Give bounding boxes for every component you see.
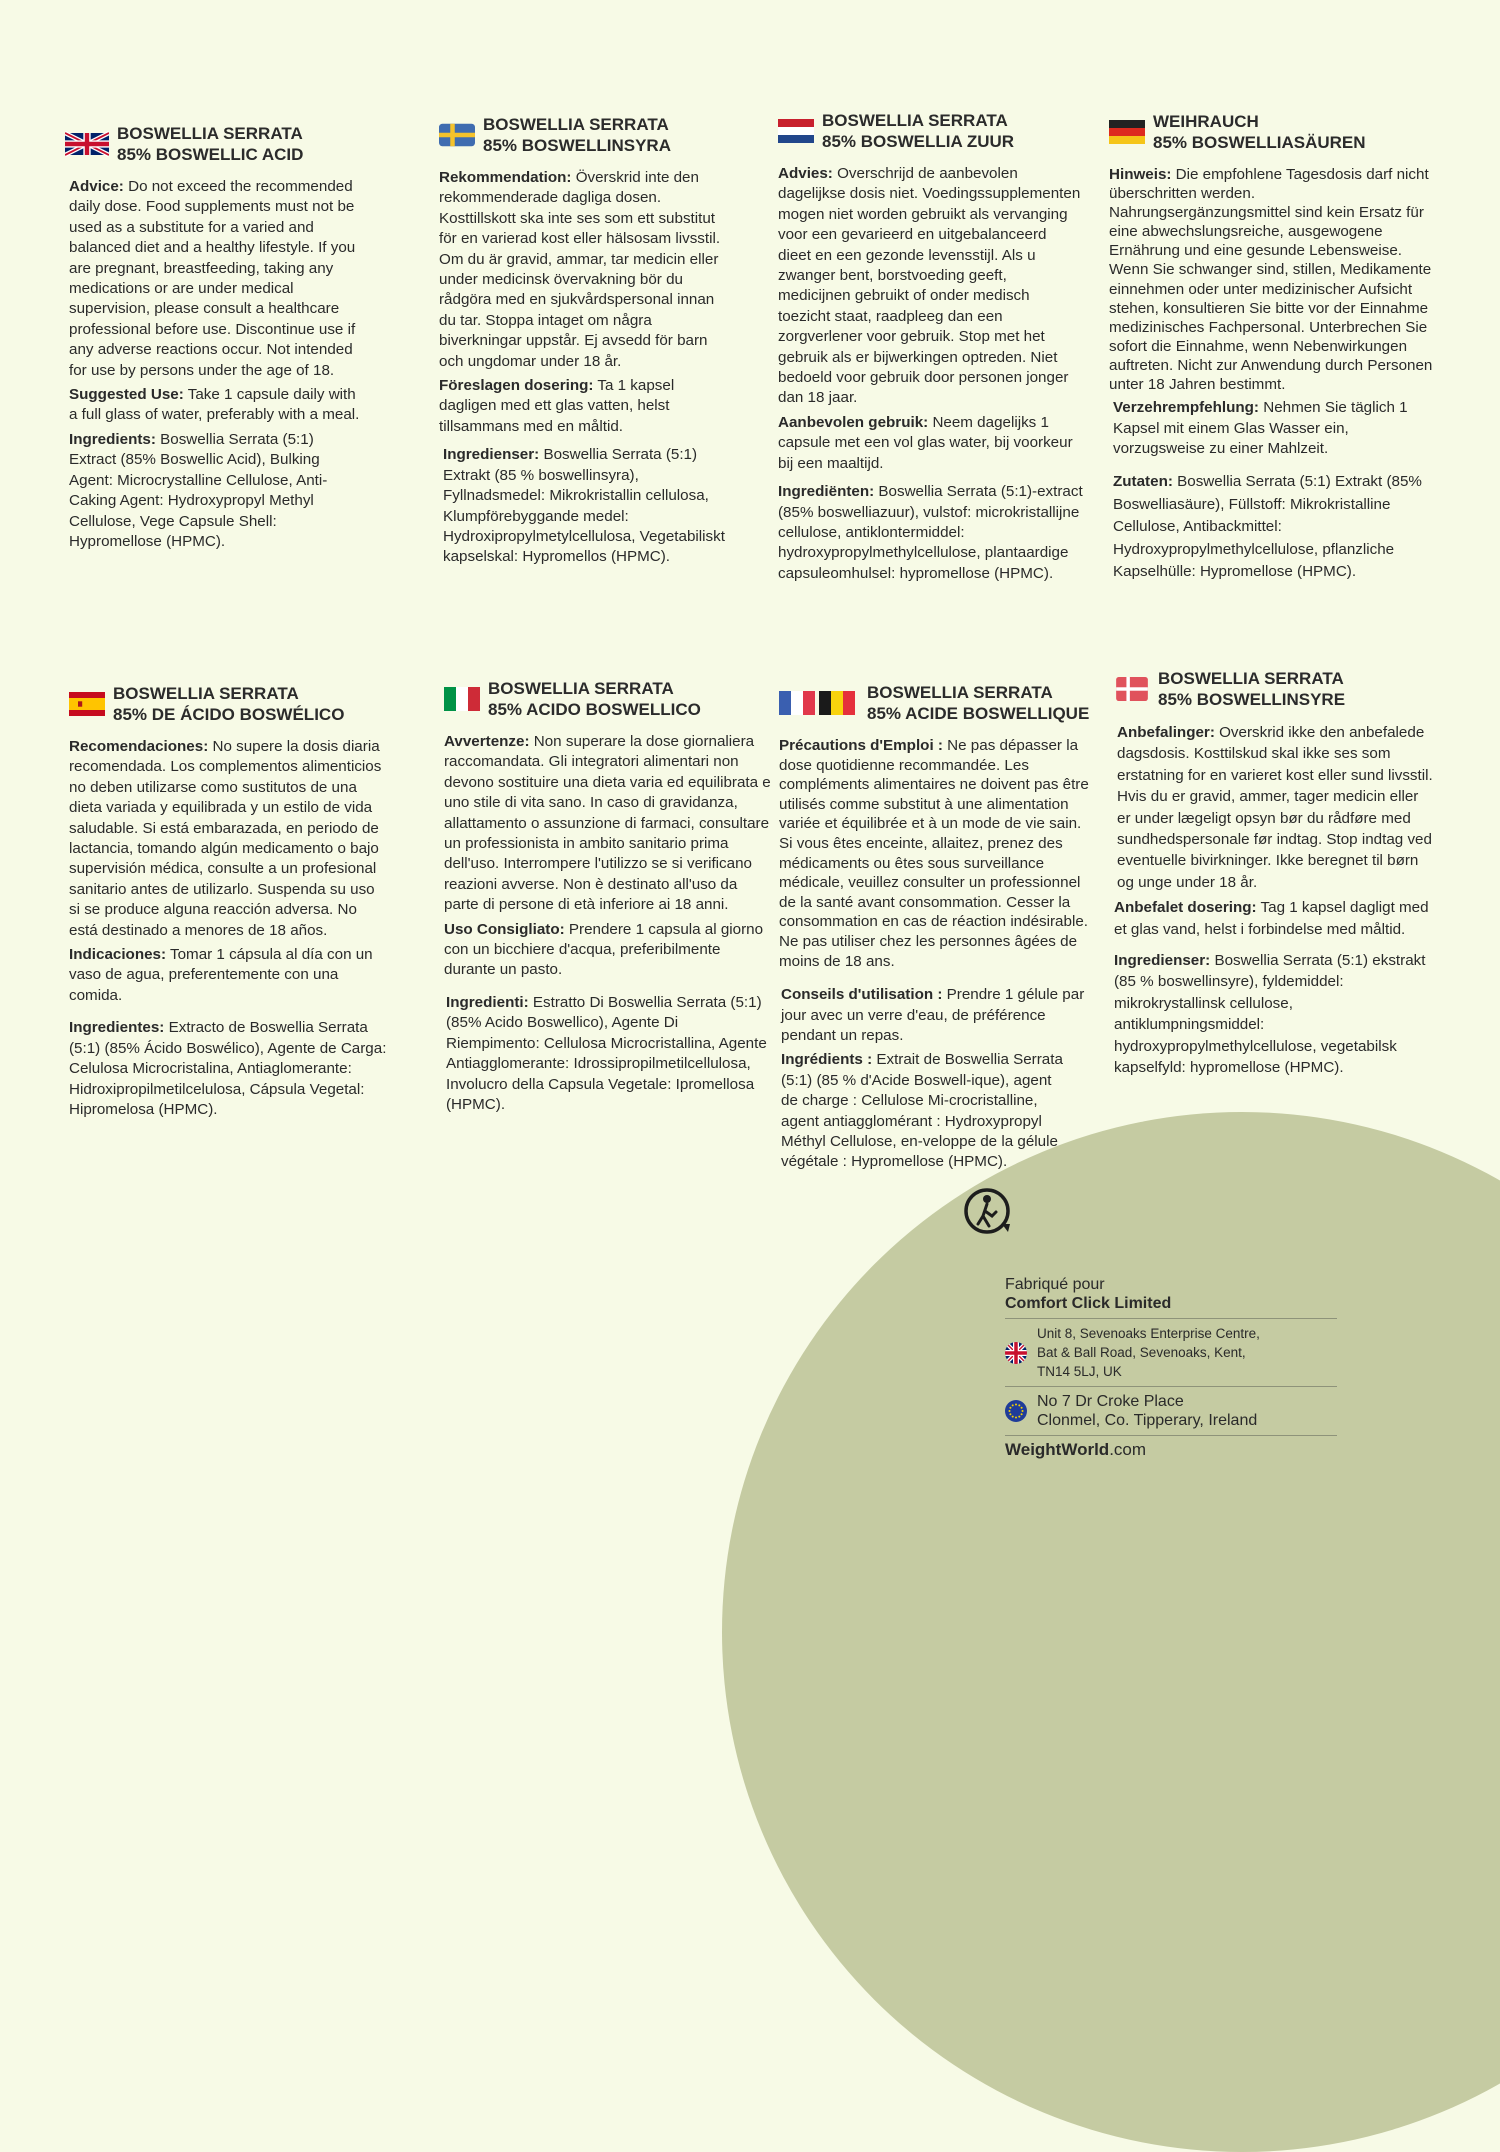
label-block-swedish	[439, 114, 729, 572]
made-for-label: Fabriqué pour	[1005, 1276, 1105, 1293]
ingredients-paragraph: Ingredienti: Estratto Di Boswellia Serrata (5:1) (85% Acido Boswellico), Agente Di Riempimento: Cellulosa Microcristallina, Agente Antiagglomerante: Idrossipropilmetilcellulosa, Involucro della Capsula Vegetale: Ipromellosa (HPMC).	[446, 993, 767, 1113]
eu-flag-icon	[1005, 1400, 1027, 1422]
ingredients-paragraph: Zutaten: Boswellia Serrata (5:1) Extrakt (85% Boswelliasäure), Füllstoff: Mikrokristalline Cellulose, Antibackmittel: Hydroxypropylmethylcellulose, pflanzliche Kapselhülle: Hypromellose (HPMC).	[1113, 473, 1422, 580]
suggested-use-paragraph: Suggested Use: Take 1 capsule daily with a full glass of water, preferably with a meal.	[69, 386, 360, 424]
french-flag-icon	[779, 691, 815, 715]
swedish-flag-icon	[439, 123, 475, 147]
spanish-flag-icon	[69, 692, 105, 716]
advice-paragraph: Avvertenze: Non superare la dose giornaliera raccomandata. Gli integratori alimentari non devono sostituire una dieta varia ed equilibrata e uno stile di vita sano. In caso di gravidanza, allattamento o assunzione di farmaci, consultare un professionista in ambito sanitario prima dell'uso. Interrompere l'utilizzo se si verificano reazioni avverse. Non è destinato all'uso da parte di persone di età inferiore ai 18 anni.	[444, 733, 771, 914]
product-subtitle: 85% DE ÁCIDO BOSWÉLICO	[113, 705, 345, 724]
product-title: BOSWELLIA SERRATA	[822, 111, 1008, 130]
product-title: BOSWELLIA SERRATA	[488, 679, 674, 698]
label-block-dutch	[778, 110, 1083, 588]
union-jack-flag-icon	[65, 130, 109, 158]
suggested-use-paragraph: Uso Consigliato: Prendere 1 capsula al giorno con un bicchiere d'acqua, preferibilmente durante un pasto.	[444, 920, 764, 979]
product-subtitle: 85% ACIDE BOSWELLIQUE	[867, 704, 1090, 723]
ingredients-paragraph: Ingredienser: Boswellia Serrata (5:1) ekstrakt (85 % boswellinsyre), fyldemiddel: mikrokrystallinsk cellulose, antiklumpningsmiddel: hydroxypropylmethylcellulose, vegetabilsk kapselfyld: hypromellose (HPMC).	[1114, 952, 1426, 1077]
ie-address-line1: No 7 Dr Croke Place	[1037, 1393, 1184, 1410]
uk-address-line1: Unit 8, Sevenoaks Enterprise Centre,	[1037, 1326, 1260, 1341]
suggested-use-paragraph: Conseils d'utilisation : Prendre 1 gélule par jour avec un verre d'eau, de préférence pendant un repas.	[781, 986, 1085, 1044]
ingredients-paragraph: Ingredienser: Boswellia Serrata (5:1) Extrakt (85 % boswellinsyra), Fyllnadsmedel: Mikrokristallin cellulosa, Klumpförebyggande medel: Hydroxipropylmetylcellulosa, Vegetabiliskt kapselskal: Hypromellos (HPMC).	[443, 446, 725, 566]
tidyman-recycle-icon	[962, 1186, 1016, 1240]
advice-paragraph: Recomendaciones: No supere la dosis diaria recomendada. Los complementos alimenticios no deben utilizarse como sustitutos de una dieta variada y equilibrada y un estilo de vida saludable. Si está embarazada, en periodo de lactancia, tomando algún medicamento o bajo supervisión médica, consulte a un profesional sanitario antes de utilizarlo. Suspenda su uso si se produce alguna reacción adversa. No está destinado a menores de 18 años.	[69, 738, 382, 939]
suggested-use-paragraph: Anbefalet dosering: Tag 1 kapsel dagligt med et glas vand, helst i forbindelse med måltid.	[1114, 899, 1429, 938]
product-title: WEIHRAUCH	[1153, 112, 1259, 131]
advice-paragraph: Rekommendation: Överskrid inte den rekommenderade dagliga dosen. Kosttillskott ska inte ses som ett substitut för en varierad kost eller hälsosam livsstil. Om du är gravid, ammar, tar medicin eller under medicinsk övervakning bör du rådgöra med en sjukvårdspersonal innan du tar. Stoppa intaget om några biverkningar uppstår. Ej avsedd för barn och ungdomar under 18 år.	[439, 169, 721, 370]
product-title: BOSWELLIA SERRATA	[483, 115, 669, 134]
product-title: BOSWELLIA SERRATA	[867, 683, 1053, 702]
uk-address-line2: Bat & Ball Road, Sevenoaks, Kent,	[1037, 1345, 1246, 1360]
suggested-use-paragraph: Verzehrempfehlung: Nehmen Sie täglich 1 Kapsel mit einem Glas Wasser ein, vorzugsweise zu einer Mahlzeit.	[1113, 399, 1408, 457]
advice-paragraph: Précautions d'Emploi : Ne pas dépasser la dose quotidienne recommandée. Les compléments alimentaires ne doivent pas être utilisés comme substitut à une alimentation variée et équilibrée et à un mode de vie sain. Si vous êtes enceinte, allaitez, prenez des médicaments ou êtes sous surveillance médicale, veuillez consulter un professionnel de la santé avant consommation. Cesser la consommation en cas de réaction indésirable. Ne pas utiliser chez les personnes âgées de moins de 18 ans.	[779, 737, 1089, 970]
ie-address-line2: Clonmel, Co. Tipperary, Ireland	[1037, 1412, 1258, 1429]
advice-paragraph: Anbefalinger: Overskrid ikke den anbefalede dagsdosis. Kosttilskud skal ikke ses som erstatning for en varieret kost eller sund livsstil. Hvis du er gravid, ammer, tager medicin eller er under lægeligt opsyn bør du rådføre med sundhedspersonale før indtag. Stop indtag ved eventuelle bivirkninger. Ikke beregnet til børn og unge under 18 år.	[1117, 724, 1433, 891]
product-title: BOSWELLIA SERRATA	[117, 124, 303, 143]
website: WeightWorld.com	[1005, 1435, 1337, 1460]
label-block-italian	[444, 678, 774, 1119]
suggested-use-paragraph: Aanbevolen gebruik: Neem dagelijks 1 capsule met een vol glas water, bij voorkeur bij een maaltijd.	[778, 413, 1073, 472]
advice-paragraph: Hinweis: Die empfohlene Tagesdosis darf nicht überschritten werden. Nahrungsergänzungsmittel sind kein Ersatz für eine abwechslungsreiche, ausgewogene Ernährung und eine gesunde Lebensweise. Wenn Sie schwanger sind, stillen, Medikamente einnehmen oder unter medizinischer Aufsicht stehen, konsultieren Sie bitte vor der Einnahme medizinisches Fachpersonal. Unterbrechen Sie sofort die Einnahme, wenn Nebenwirkungen auftreten. Nicht zur Anwendung durch Personen unter 18 Jahren bestimmt.	[1109, 166, 1433, 394]
product-subtitle: 85% BOSWELLIASÄUREN	[1153, 133, 1366, 152]
product-subtitle: 85% BOSWELLIA ZUUR	[822, 132, 1015, 151]
uk-address-row	[1005, 1318, 1337, 1386]
belgian-flag-icon	[819, 691, 855, 715]
label-block-english	[65, 123, 365, 556]
product-subtitle: 85% BOSWELLINSYRA	[483, 136, 671, 155]
product-subtitle: 85% BOSWELLINSYRE	[1158, 690, 1346, 709]
advice-paragraph: Advies: Overschrijd de aanbevolen dagelijkse dosis niet. Voedingssupplementen mogen niet worden gebruikt als vervanging voor een gevarieerd en uitgebalanceerd dieet en een gezonde levensstijl. Als u zwanger bent, borstvoeding geeft, medicijnen gebruikt of onder medisch toezicht staat, raadpleeg dan een zorgverlener voor gebruik. Stop met het gebruik als er bijwerkingen optreden. Niet bedoeld voor gebruik door personen jonger dan 18 jaar.	[778, 165, 1081, 407]
ingredients-paragraph: Ingrediënten: Boswellia Serrata (5:1)-extract (85% boswelliazuur), vulstof: microkristallijne cellulose, antiklontermiddel: hydroxypropylmethylcellulose, plantaardige capsuleomhulsel: hypromellose (HPMC).	[778, 483, 1083, 582]
manufacturer-info	[1005, 1275, 1337, 1460]
german-flag-icon	[1109, 120, 1145, 144]
union-jack-flag-icon	[1005, 1342, 1027, 1364]
ingredients-paragraph: Ingrédients : Extrait de Boswellia Serrata (5:1) (85 % d'Acide Boswell-ique), agent de charge : Cellulose Mi-crocristalline, agent antiagglomérant : Hydroxypropyl Méthyl Cellulose, en-veloppe de la gélule végétale : Hypromellose (HPMC).	[781, 1051, 1063, 1171]
label-block-spanish	[69, 683, 389, 1124]
product-subtitle: 85% ACIDO BOSWELLICO	[488, 700, 701, 719]
label-block-german	[1109, 111, 1439, 587]
decorative-circle	[722, 1112, 1500, 2152]
product-subtitle: 85% BOSWELLIC ACID	[117, 145, 304, 164]
label-block-french	[779, 682, 1091, 1177]
ie-address-row	[1005, 1386, 1337, 1435]
advice-paragraph: Advice: Do not exceed the recommended daily dose. Food supplements must not be used as a substitute for a varied and balanced diet and a healthy lifestyle. If you are pregnant, breastfeeding, taking any medications or are under medical supervision, please consult a healthcare professional before use. Discontinue use if any adverse reactions occur. Not intended for use by persons under the age of 18.	[69, 178, 356, 379]
ingredients-paragraph: Ingredientes: Extracto de Boswellia Serrata (5:1) (85% Ácido Boswélico), Agente de Carga: Celulosa Microcristalina, Antiaglomerante: Hidroxipropilmetilcelulosa, Cápsula Vegetal: Hipromelosa (HPMC).	[69, 1019, 387, 1118]
dutch-flag-icon	[778, 119, 814, 143]
suggested-use-paragraph: Indicaciones: Tomar 1 cápsula al día con un vaso de agua, preferentemente con una comida.	[69, 946, 373, 1004]
label-block-danish	[1114, 668, 1434, 1083]
uk-address-line3: TN14 5LJ, UK	[1037, 1364, 1122, 1379]
product-title: BOSWELLIA SERRATA	[1158, 669, 1344, 688]
danish-flag-icon	[1114, 677, 1150, 701]
product-title: BOSWELLIA SERRATA	[113, 684, 299, 703]
company-name: Comfort Click Limited	[1005, 1295, 1172, 1312]
italian-flag-icon	[444, 687, 480, 711]
ingredients-paragraph: Ingredients: Boswellia Serrata (5:1) Extract (85% Boswellic Acid), Bulking Agent: Microcrystalline Cellulose, Anti-Caking Agent: Hydroxypropyl Methyl Cellulose, Vege Capsule Shell: Hypromellose (HPMC).	[69, 430, 328, 550]
suggested-use-paragraph: Föreslagen dosering: Ta 1 kapsel dagligen med ett glas vatten, helst tillsammans med en måltid.	[439, 377, 675, 435]
